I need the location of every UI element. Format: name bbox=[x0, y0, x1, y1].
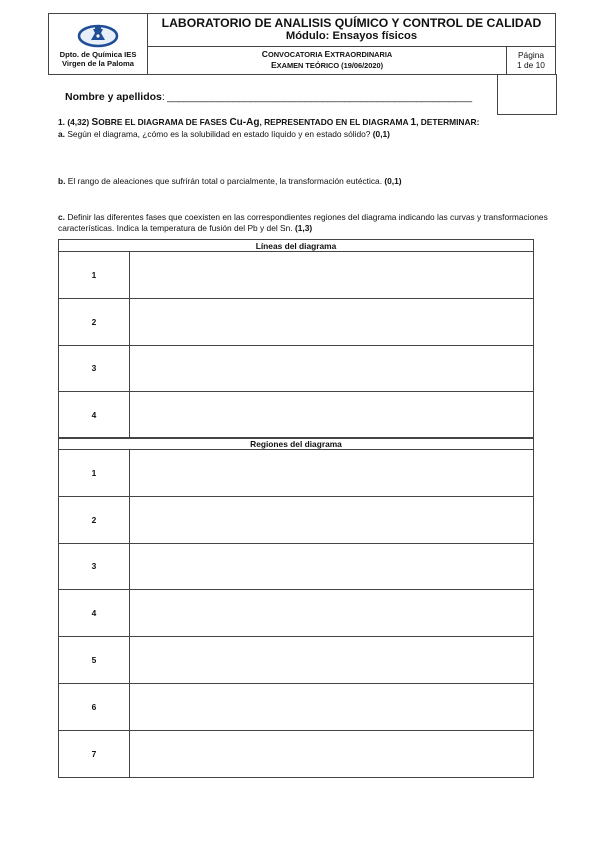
department-name: Dpto. de Química IES Virgen de la Paloma bbox=[59, 49, 137, 68]
question-1-heading: 1. (4,32) SOBRE EL DIAGRAMA DE FASES Cu-Ag, REPRESENTADO EN EL DIAGRAMA 1, DETERMINAR: bbox=[58, 117, 480, 128]
exam-date-label: EXAMEN TEÓRICO (19/06/2020) bbox=[270, 60, 384, 71]
lines-table-title: Líneas del diagrama bbox=[59, 240, 534, 252]
question-1a: a. Según el diagrama, ¿cómo es la solubilidad en estado líquido y en estado sólido? (0,1) bbox=[58, 129, 390, 139]
answer-cell[interactable] bbox=[130, 730, 534, 777]
row-number: 4 bbox=[59, 590, 130, 637]
title-cell bbox=[148, 14, 556, 47]
student-name-field[interactable] bbox=[65, 91, 472, 103]
question-1c: c. Definir las diferentes fases que coexisten en las correspondientes regiones del diagrama indicando las curvas y transformaciones características. Indica la temperatura de fusión del Pb y del Sn. (1,3) bbox=[58, 212, 548, 233]
row-number: 1 bbox=[59, 252, 130, 299]
table-row bbox=[59, 252, 534, 299]
table-row bbox=[59, 637, 534, 684]
answer-cell[interactable] bbox=[130, 392, 534, 439]
question-1b: b. El rango de aleaciones que sufrirán total o parcialmente, la transformación eutéctica. (0,1) bbox=[58, 176, 402, 186]
table-row bbox=[59, 590, 534, 637]
module-title: Módulo: Ensayos físicos bbox=[285, 29, 418, 42]
page-cell bbox=[507, 46, 556, 74]
answer-cell[interactable] bbox=[130, 450, 534, 497]
answer-cell[interactable] bbox=[130, 683, 534, 730]
convocatoria-label: CONVOCATORIA EXTRAORDINARIA bbox=[261, 49, 393, 60]
row-number: 7 bbox=[59, 730, 130, 777]
row-number: 1 bbox=[59, 450, 130, 497]
diagram-lines-table bbox=[58, 239, 534, 439]
row-number: 3 bbox=[59, 345, 130, 392]
table-row bbox=[59, 392, 534, 439]
exam-info-cell bbox=[148, 46, 507, 74]
row-number: 4 bbox=[59, 392, 130, 439]
table-row bbox=[59, 345, 534, 392]
table-row bbox=[59, 730, 534, 777]
table-row bbox=[59, 683, 534, 730]
page-label: Página bbox=[517, 50, 545, 61]
table-row bbox=[59, 450, 534, 497]
row-number: 2 bbox=[59, 496, 130, 543]
lab-title: LABORATORIO DE ANALISIS QUÍMICO Y CONTROL DE CALIDAD bbox=[161, 15, 542, 30]
grade-box bbox=[497, 74, 557, 115]
row-number: 5 bbox=[59, 637, 130, 684]
answer-cell[interactable] bbox=[130, 637, 534, 684]
table-row bbox=[59, 298, 534, 345]
student-name-line[interactable]: : _______________________________________________________ bbox=[161, 91, 472, 103]
regions-table-title: Regiones del diagrama bbox=[59, 438, 534, 450]
row-number: 3 bbox=[59, 543, 130, 590]
answer-cell[interactable] bbox=[130, 252, 534, 299]
row-number: 2 bbox=[59, 298, 130, 345]
exam-header bbox=[48, 13, 556, 75]
table-row bbox=[59, 543, 534, 590]
answer-cell[interactable] bbox=[130, 543, 534, 590]
answer-cell[interactable] bbox=[130, 345, 534, 392]
student-name-label: Nombre y apellidos bbox=[65, 91, 162, 103]
answer-cell[interactable] bbox=[130, 590, 534, 637]
diagram-regions-table bbox=[58, 437, 534, 778]
table-row bbox=[59, 496, 534, 543]
school-logo bbox=[76, 23, 120, 49]
answer-cell[interactable] bbox=[130, 298, 534, 345]
row-number: 6 bbox=[59, 683, 130, 730]
page-number: 1 de 10 bbox=[517, 60, 545, 71]
department-cell bbox=[49, 14, 148, 75]
answer-cell[interactable] bbox=[130, 496, 534, 543]
